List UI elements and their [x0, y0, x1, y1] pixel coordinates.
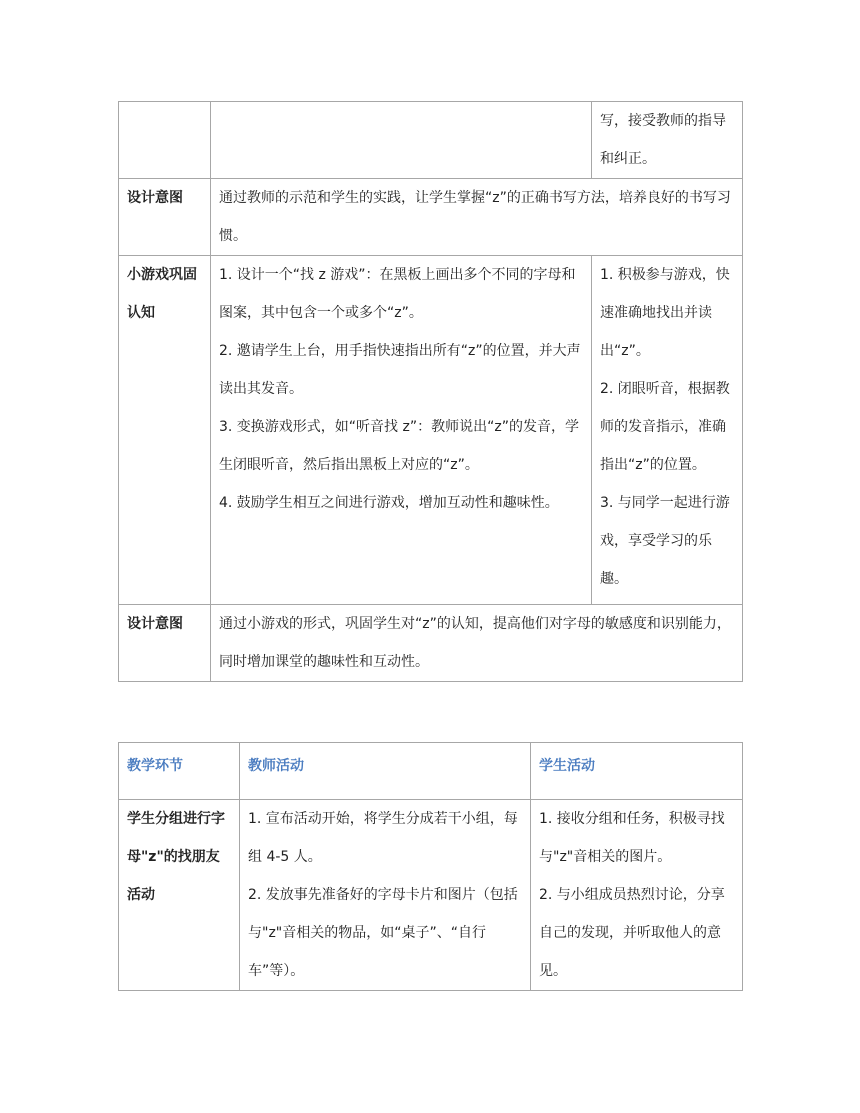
table-row-group-activity [119, 800, 743, 991]
student-step: 3. 与同学一起进行游戏，享受学习的乐趣。 [600, 495, 730, 587]
student-step: 2. 闭眼听音，根据教师的发音指示，准确指出“z”的位置。 [600, 381, 730, 473]
table-row-continuation [119, 102, 743, 179]
header-student: 学生活动 [531, 743, 743, 800]
student-step: 2. 与小组成员热烈讨论，分享自己的发现，并听取他人的意见。 [539, 887, 725, 979]
student-activity-cell: 写，接受教师的指导和纠正。 [592, 102, 743, 179]
table-row-design-intent-2 [119, 605, 743, 682]
stage-cell-empty [119, 102, 211, 179]
student-activity-cell [531, 800, 743, 991]
table-row-design-intent-1 [119, 179, 743, 256]
teacher-step: 1. 宣布活动开始，将学生分成若干小组，每组 4-5 人。 [248, 811, 518, 865]
table-row-game [119, 256, 743, 605]
stage-label: 学生分组进行字母"z"的找朋友活动 [119, 800, 240, 991]
teacher-step: 4. 鼓励学生相互之间进行游戏，增加互动性和趣味性。 [219, 495, 559, 511]
teacher-step: 2. 邀请学生上台，用手指快速指出所有“z”的位置，并大声读出其发音。 [219, 343, 581, 397]
student-step: 1. 积极参与游戏，快速准确地找出并读出“z”。 [600, 267, 730, 359]
lesson-table-1 [118, 101, 743, 682]
teacher-step: 2. 发放事先准备好的字母卡片和图片（包括与"z"音相关的物品，如“桌子”、“自行车”等）。 [248, 887, 518, 979]
teacher-step: 3. 变换游戏形式，如“听音找 z”：教师说出“z”的发音，学生闭眼听音，然后指出黑板上对应的“z”。 [219, 419, 579, 473]
header-stage: 教学环节 [119, 743, 240, 800]
teacher-activity-cell [240, 800, 531, 991]
design-intent-text: 通过小游戏的形式，巩固学生对“z”的认知，提高他们对字母的敏感度和识别能力，同时增加课堂的趣味性和互动性。 [211, 605, 743, 682]
stage-label: 设计意图 [119, 605, 211, 682]
teacher-cell-empty [211, 102, 592, 179]
header-teacher: 教师活动 [240, 743, 531, 800]
teacher-step: 1. 设计一个“找 z 游戏”：在黑板上画出多个不同的字母和图案，其中包含一个或多个“z”。 [219, 267, 576, 321]
student-step: 1. 接收分组和任务，积极寻找与"z"音相关的图片。 [539, 811, 725, 865]
student-activity-cell [592, 256, 743, 605]
design-intent-text: 通过教师的示范和学生的实践，让学生掌握“z”的正确书写方法，培养良好的书写习惯。 [211, 179, 743, 256]
stage-label: 设计意图 [119, 179, 211, 256]
teacher-activity-cell [211, 256, 592, 605]
table-header-row [119, 743, 743, 800]
lesson-table-2 [118, 742, 743, 991]
stage-label: 小游戏巩固认知 [119, 256, 211, 605]
